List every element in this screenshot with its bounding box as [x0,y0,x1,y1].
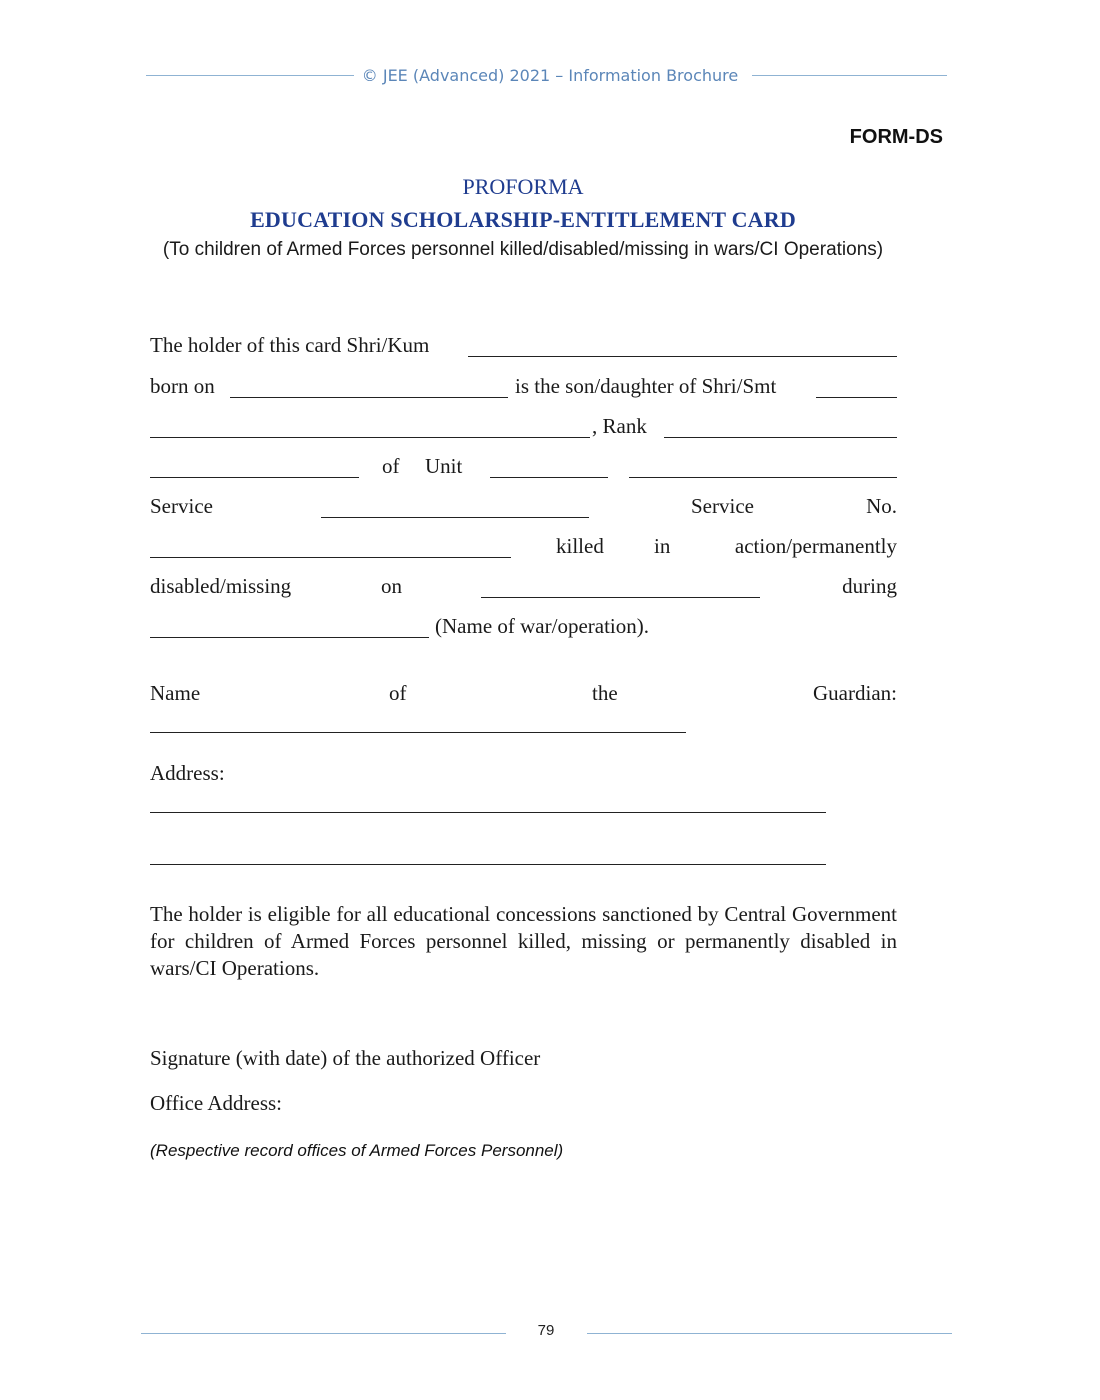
during-label: during [842,574,897,598]
guardian-word-name: Name [150,681,201,705]
proforma-heading: PROFORMA [462,174,584,199]
unit-field[interactable] [490,477,608,478]
war-operation-field[interactable] [150,637,429,638]
guardian-name-field[interactable] [150,732,686,733]
service-no-label-no: No. [866,494,897,518]
birth-date-field[interactable] [230,397,508,398]
signature-label: Signature (with date) of the authorized Officer [150,1046,541,1070]
address-field-line-2[interactable] [150,864,826,865]
header-text: © JEE (Advanced) 2021 – Information Brochure [354,66,746,85]
unit-label: Unit [425,454,463,478]
service-number-field[interactable] [150,557,511,558]
rank-label: , Rank [592,414,647,438]
address-label: Address: [150,761,225,785]
card-subtitle: (To children of Armed Forces personnel killed/disabled/missing in wars/CI Operations) [162,239,884,260]
service-label: Service [150,494,213,518]
action-label: action/permanently [734,534,897,558]
holder-label: The holder of this card Shri/Kum [150,333,430,357]
son-daughter-label: is the son/daughter of Shri/Smt [515,374,777,398]
rank-field[interactable] [664,437,897,438]
guardian-word-the: the [592,681,618,705]
parent-name-field-end[interactable] [150,437,590,438]
rank-field-continued[interactable] [150,477,359,478]
office-address-label: Office Address: [150,1091,282,1115]
parent-name-field-start[interactable] [816,397,897,398]
guardian-word-guardian: Guardian: [813,681,897,705]
service-field[interactable] [321,517,589,518]
killed-label: killed [556,534,604,558]
guardian-word-of: of [389,681,407,705]
unit-field-extra[interactable] [629,477,897,478]
on-label: on [381,574,402,598]
war-operation-label: (Name of war/operation). [435,614,649,638]
record-office-note: (Respective record offices of Armed Forces Personnel) [150,1141,564,1160]
form-id: FORM-DS [849,126,943,148]
of-label: of [382,454,400,478]
holder-name-field[interactable] [468,356,897,357]
incident-date-field[interactable] [481,597,760,598]
born-on-label: born on [150,374,215,398]
card-title: EDUCATION SCHOLARSHIP-ENTITLEMENT CARD [250,207,796,232]
eligibility-statement: The holder is eligible for all educational concessions sanctioned by Central Government for children of Armed Forces personnel killed, missing or permanently disabled in wars/CI Operations. [150,902,897,980]
disabled-missing-label: disabled/missing [150,574,292,598]
service-no-label-service: Service [691,494,754,518]
address-field-line-1[interactable] [150,812,826,813]
in-label: in [654,534,671,558]
page-number: 79 [537,1322,555,1339]
page-header [0,66,1100,85]
